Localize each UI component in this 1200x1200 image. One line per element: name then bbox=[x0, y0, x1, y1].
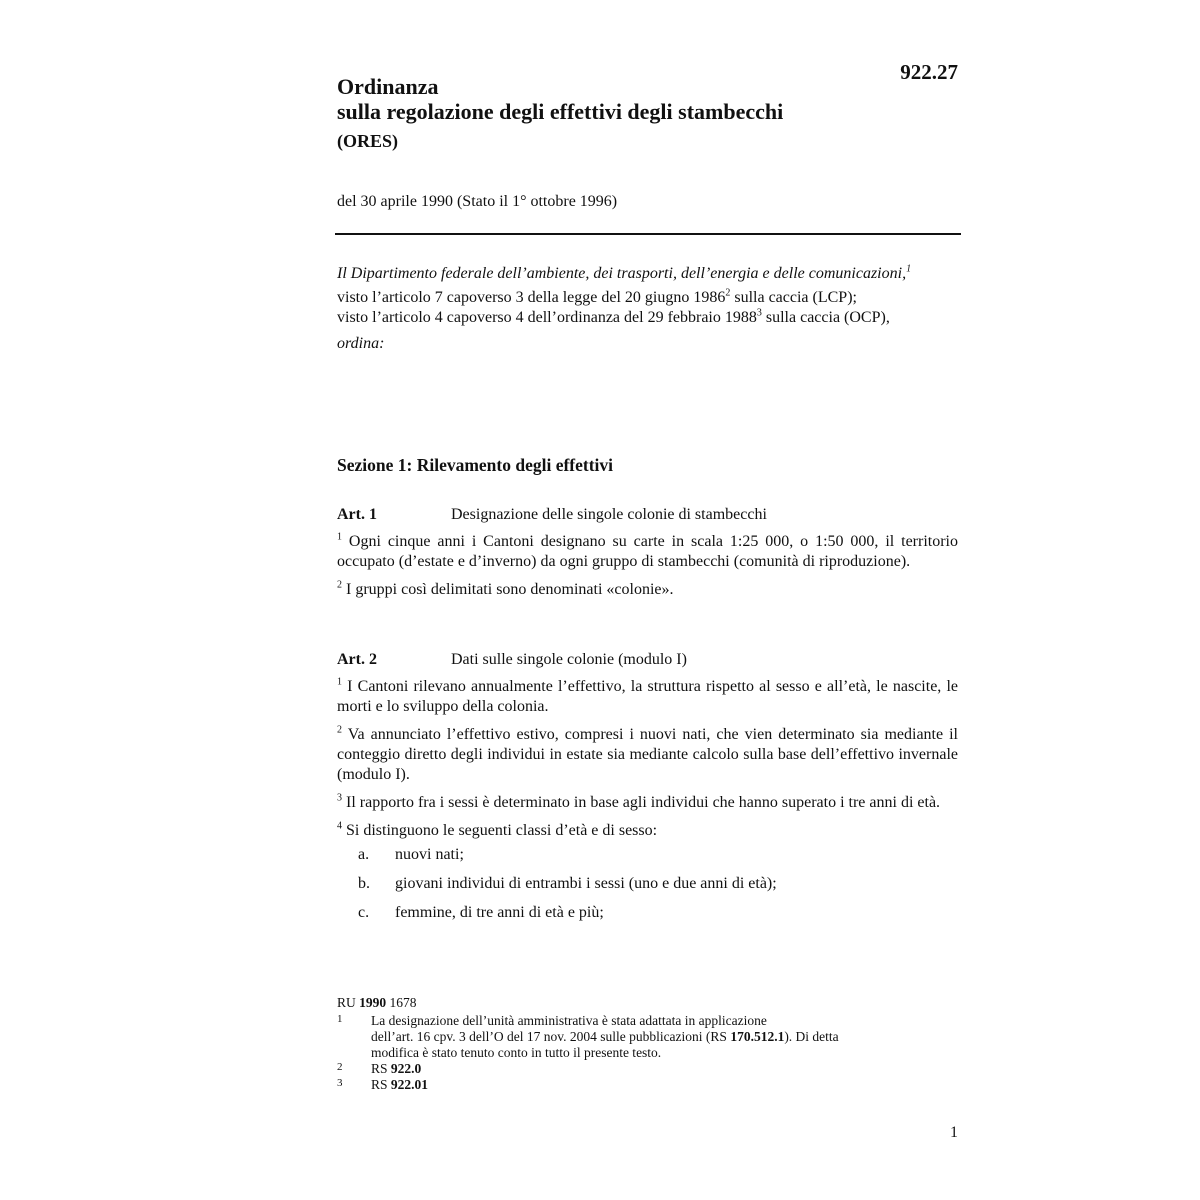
footnote-ref-2[interactable]: 2 bbox=[725, 287, 731, 299]
section-1-heading: Sezione 1: Rilevamento degli effettivi bbox=[337, 455, 614, 475]
header-divider bbox=[335, 233, 961, 235]
footnote-ref-3[interactable]: 3 bbox=[756, 307, 762, 319]
title-line-2: sulla regolazione degli effettivi degli stambecchi bbox=[337, 99, 784, 124]
list-item: b. giovani individui di entrambi i sessi (uno e due anni di età); bbox=[358, 875, 777, 892]
article-2-number: Art. 2 bbox=[337, 651, 377, 668]
title-abbreviation: (ORES) bbox=[337, 131, 399, 151]
title-line-1: Ordinanza bbox=[337, 74, 439, 99]
document-date: del 30 aprile 1990 (Stato il 1° ottobre 1996) bbox=[337, 193, 618, 210]
footnote-3: 3 RS 922.01 bbox=[337, 1077, 429, 1092]
list-item: c. femmine, di tre anni di età e più; bbox=[358, 904, 604, 921]
article-1 bbox=[337, 505, 958, 608]
footnote-2: 2 RS 922.0 bbox=[337, 1061, 422, 1076]
preamble-authority: Il Dipartimento federale dell’ambiente, dei trasporti, dell’energia e delle comunicazioni,$^1$ bbox=[337, 263, 912, 282]
preamble bbox=[337, 264, 958, 358]
article-1-paragraph-2: $^2$ I gruppi così delimitati sono denominati «colonie». bbox=[337, 579, 674, 598]
article-2-paragraph-2: $^2$ Va annunciato l’effettivo estivo, compresi i nuovi nati, che vien determinato sia mediante il conteggio diretto degli individui in estate sia mediante calcolo sulla base dell’effettivo invernale (modulo I). bbox=[337, 724, 958, 783]
document-number: 922.27 bbox=[900, 60, 958, 84]
article-1-paragraph-1: $^1$ Ogni cinque anni i Cantoni designano su carte in scala 1:25 000, o 1:50 000, il territorio occupato (d’estate e d’inverno) da ogni gruppo di stambecchi (comunità di riproduzione). bbox=[337, 531, 958, 570]
list-item: a. nuovi nati; bbox=[358, 846, 464, 863]
ru-reference: RU 1990 1678 bbox=[337, 995, 417, 1010]
document-title bbox=[337, 74, 877, 154]
article-1-title: Designazione delle singole colonie di stambecchi bbox=[451, 506, 767, 523]
article-2-heading bbox=[337, 650, 958, 670]
page-number: 1 bbox=[950, 1124, 958, 1141]
preamble-ordina: ordina: bbox=[337, 335, 385, 352]
footnote-1: 1 La designazione dell’unità amministrativa è stata adattata in applicazione dell’art. 16 cpv. 3 dell’O del 17 nov. 2004 sulle pubblicazioni (RS 170.512.1). Di detta modifica è stato tenuto conto in tutto il presente testo. bbox=[337, 1013, 839, 1060]
article-1-number: Art. 1 bbox=[337, 506, 377, 523]
article-2-paragraph-4: $^4$ Si distinguono le seguenti classi d’età e di sesso: bbox=[337, 820, 658, 839]
article-1-heading bbox=[337, 505, 958, 525]
article-2-title: Dati sulle singole colonie (modulo I) bbox=[451, 651, 687, 668]
footnote-ref-1[interactable]: 1 bbox=[906, 263, 912, 275]
article-2 bbox=[337, 650, 958, 932]
article-2-paragraph-1: $^1$ I Cantoni rilevano annualmente l’effettivo, la struttura rispetto al sesso e all’età, le nascite, le morti e lo sviluppo della colonia. bbox=[337, 676, 958, 715]
age-sex-classes-list bbox=[358, 845, 958, 932]
article-2-paragraph-3: $^3$ Il rapporto fra i sessi è determinato in base agli individui che hanno superato i tre anni di età. bbox=[337, 792, 941, 811]
preamble-visto: visto l’articolo 7 capoverso 3 della legge del 20 giugno 1986$^2$ sulla caccia (LCP); visto l’articolo 4 capoverso 4 dell’ordinanza del 29 febbraio 1988$^3$ sulla caccia (OCP), bbox=[337, 287, 890, 326]
footnotes bbox=[337, 995, 937, 1093]
